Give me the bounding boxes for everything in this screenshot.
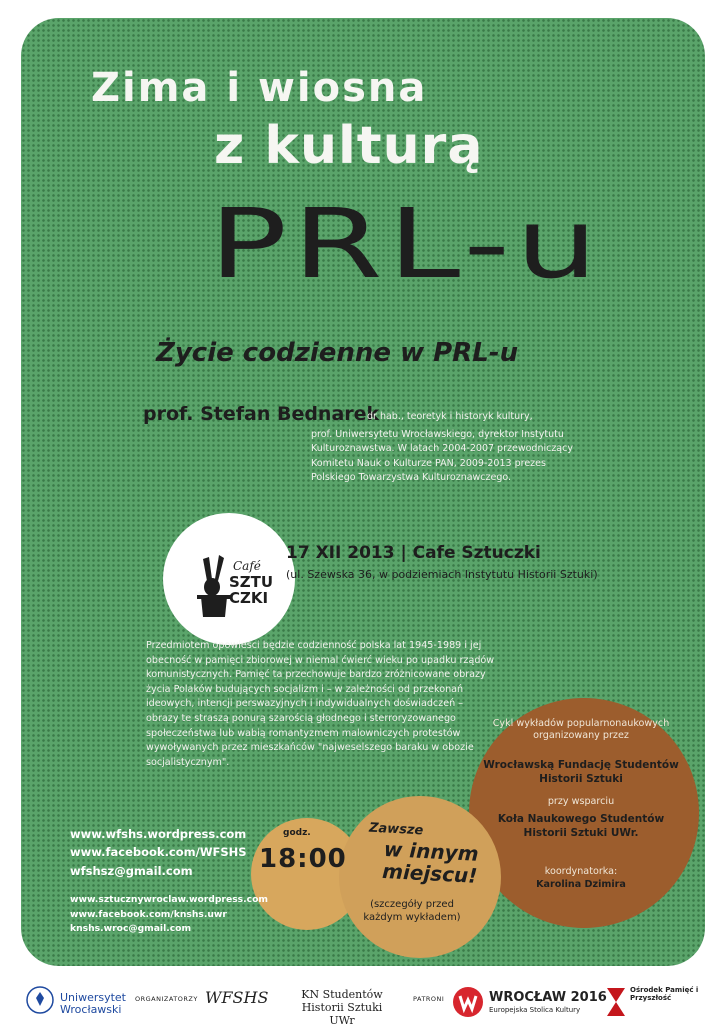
link-email[interactable]: wfshsz@gmail.com	[70, 863, 193, 878]
place-note-line-3: miejscu!	[381, 858, 478, 888]
kn-logo: KN Studentów Historii Sztuki UWr	[301, 988, 383, 1027]
place-note-lines	[367, 837, 479, 887]
link-facebook[interactable]: www.facebook.com/WFSHS	[70, 845, 247, 860]
link-knshs-facebook[interactable]: www.facebook.com/knshs.uwr	[70, 908, 227, 920]
speaker-bio: prof. Uniwersytetu Wrocławskiego, dyrektor Instytutu Kulturoznawstwa. W latach 2004-2007 przewodniczący Komitetu Nauk o Kulturze PAN, 2009-2013 prezes Polskiego Towarzystwa Kulturoznawczego.	[311, 429, 573, 483]
organizer-club: Koła Naukowego Studentów Historii Sztuki UWr.	[497, 813, 665, 839]
speaker-name: prof. Stefan Bednarek	[143, 403, 380, 425]
coordinator-label: koordynatorka:	[544, 866, 618, 877]
organizer-foundation: Wrocławską Fundację Studentów Historii Sztuki	[483, 759, 679, 785]
wfshs-logo: WFSHS	[205, 988, 269, 1007]
university-name: Uniwersytet Wrocławski	[60, 991, 126, 1016]
lecture-description: Przedmiotem opowieści będzie codzienność polska lat 1945-1989 i jej obecność w pamięci zbiorowej w niemal ćwierć wieku po upadku rządów komunistycznych. Pamięć ta przechowuje bardzo zróżnicowane obrazy życia Polaków budujących socjalizm i – w zależności od przekonań ideowych, intencji perswazyjnych i indywidualnych doświadczeń – obrazy te straszą ponurą szarością głodnego i sterroryzowanego społeczeństwa lub wabią romantyzmem malowniczych protestów wywoływanych przez mieszkańców "najweselszego baraku w obozie socjalistycznym".	[146, 640, 495, 768]
main-links	[70, 825, 247, 880]
organizers-label: ORGANIZATORZY	[135, 995, 198, 1003]
title-line-1: Zima i wiosna	[91, 65, 428, 111]
cafe-sztuczki-logo	[163, 513, 295, 645]
wroclaw-2016-text: WROCŁAW 2016	[489, 990, 607, 1005]
secondary-links	[70, 893, 268, 937]
support-label: przy wsparciu	[547, 796, 615, 807]
place-note-line-2: w innym	[383, 836, 480, 866]
title-line-3: PRL-u	[209, 188, 604, 300]
link-knshs-email[interactable]: knshs.wroc@gmail.com	[70, 923, 192, 934]
time-label: godz.	[283, 828, 311, 838]
link-sztuczny-wordpress[interactable]: www.sztucznywroclaw.wordpress.com	[70, 894, 268, 905]
title-line-2: z kulturą	[214, 116, 484, 176]
place-note-line-1: Zawsze	[368, 820, 424, 839]
event-time: 18:00	[259, 844, 347, 874]
place-note-detail: (szczegóły przed każdym wykładem)	[363, 899, 461, 923]
event-address: (ul. Szewska 36, w podziemiach Instytutu Historii Sztuki)	[286, 568, 598, 581]
logo-cafe-text: Café	[233, 559, 261, 573]
organizer-intro: Cykl wykładów popularnonaukowych organizowany przez	[492, 718, 670, 741]
coordinator-name: Karolina Dzimira	[536, 879, 626, 890]
logo-sztu-text: SZTU	[229, 573, 274, 591]
osrodek-name: Ośrodek Pamięć i Przyszłość	[630, 986, 699, 1002]
osrodek-hourglass-icon	[605, 986, 627, 1022]
speaker-bio-first-line: dr hab., teoretyk i historyk kultury,	[367, 411, 533, 422]
patrons-label: PATRONI	[413, 995, 445, 1003]
university-crest-icon	[26, 986, 54, 1018]
wroclaw-w-icon	[452, 986, 484, 1022]
logo-czki-text: CZKI	[229, 589, 269, 607]
event-date: 17 XII 2013 | Cafe Sztuczki	[286, 543, 541, 563]
esk-text: Europejska Stolica Kultury	[489, 1006, 581, 1014]
lecture-title: Życie codzienne w PRL-u	[156, 338, 519, 368]
link-wordpress[interactable]: www.wfshs.wordpress.com	[70, 827, 247, 841]
poster-background	[21, 18, 705, 966]
